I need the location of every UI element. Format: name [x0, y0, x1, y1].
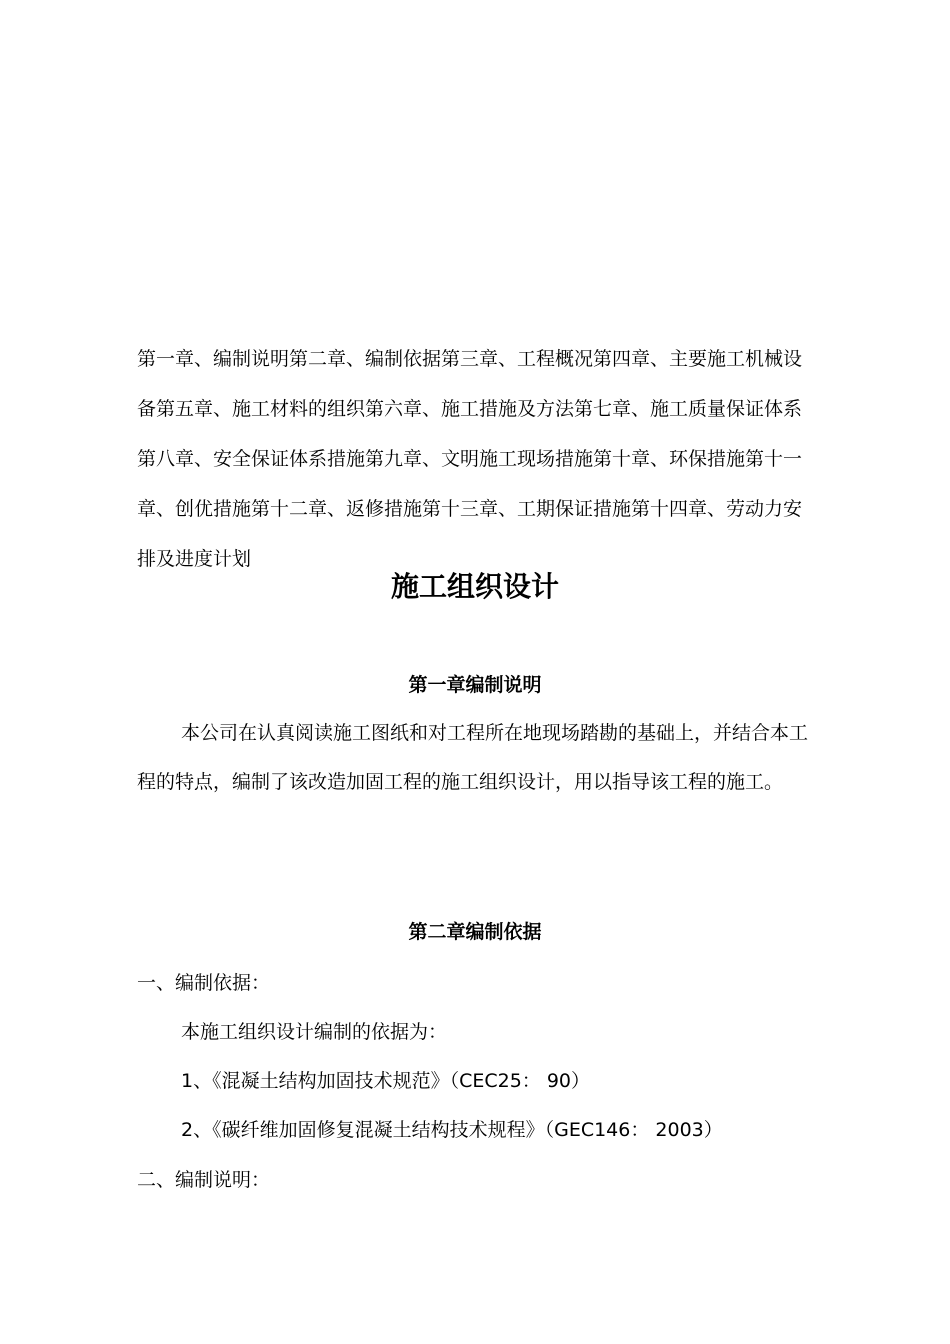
basis-item-2: 2、《碳纤维加固修复混凝土结构技术规程》（GEC146： 2003）: [181, 1119, 723, 1141]
section-2-title: 二、编制说明：: [137, 1169, 271, 1191]
table-of-contents: 第一章、编制说明第二章、编制依据第三章、工程概况第四章、主要施工机械设备第五章、施工材料的组织第六章、施工措施及方法第七章、施工质量保证体系第八章、安全保证体系措施第九章、文明施工现场措施第十章、环保措施第十一章、创优措施第十二章、返修措施第十三章、工期保证措施第十四章、劳动力安排及进度计划: [137, 348, 803, 570]
chapter-1-heading: 第一章编制说明: [408, 674, 542, 696]
basis-item-1: 1、《混凝土结构加固技术规范》（CEC25： 90）: [181, 1070, 591, 1092]
document-title: 施工组织设计: [390, 570, 559, 603]
basis-intro: 本施工组织设计编制的依据为：: [181, 1021, 448, 1043]
chapter-2-heading: 第二章编制依据: [408, 921, 542, 943]
section-1-title: 一、编制依据：: [137, 972, 271, 994]
chapter-1-paragraph: 本公司在认真阅读施工图纸和对工程所在地现场踏勘的基础上，并结合本工程的特点，编制了该改造加固工程的施工组织设计，用以指导该工程的施工。: [137, 722, 809, 793]
